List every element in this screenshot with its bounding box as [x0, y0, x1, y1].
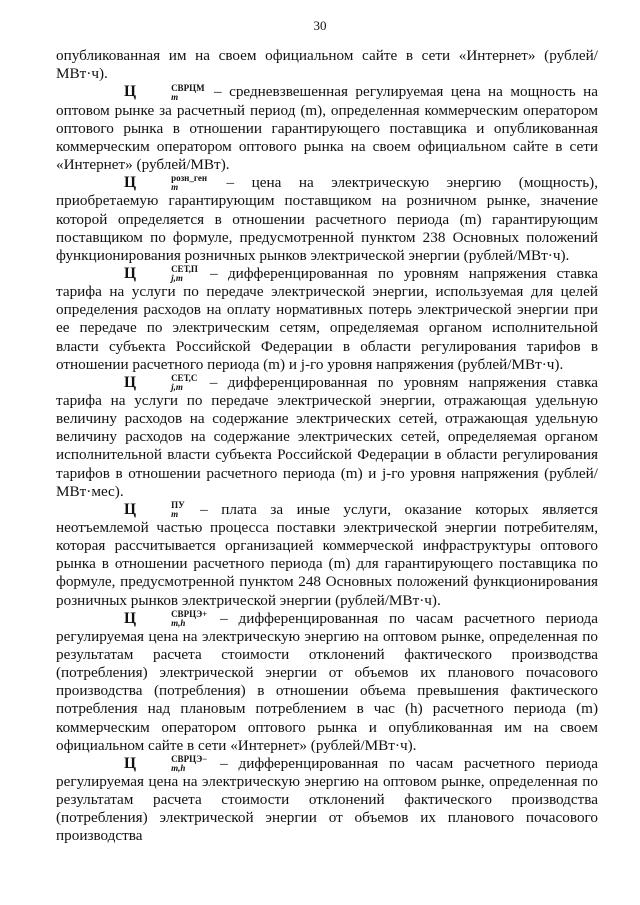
- symbol-subscript: m,h: [171, 763, 186, 774]
- symbol-superscript: розн_ген: [171, 173, 208, 184]
- paragraph-text: – цена на электрическую энергию (мощность), приобретаемую гарантирующим поставщиком на розничном рынке, значение которой определяется в отношении расчетного периода (m) гарантирующим поставщиком по формуле, предусмотренной пунктом 238 Основных положений функционирования розничных рынков электрической энергии (рублей/МВт·ч).: [56, 174, 598, 264]
- formula-symbol: Ц ПУ m: [124, 500, 185, 520]
- definition-paragraph: [56, 374, 598, 501]
- definition-paragraph: [56, 83, 598, 174]
- paragraph-text: опубликованная им на своем официальном сайте в сети «Интернет» (рублей/МВт·ч).: [56, 47, 598, 83]
- definition-paragraph: [56, 174, 598, 265]
- paragraph-text: – дифференцированная по часам расчетного периода регулируемая цена на электрическую энергию на оптовом рынке, определенная по результатам расчета стоимости отклонений фактического производства (потребления) электрической энергии от объемов их планового почасового производства: [56, 754, 598, 845]
- document-body: [56, 47, 598, 846]
- paragraph-text: – дифференцированная по часам расчетного периода регулируемая цена на электрическую энергию на оптовом рынке, определенная по результатам расчета стоимости отклонений фактического производства (потребления) электрической энергии от объемов их планового почасового производства (потребления) в отношении объема превышения фактического потребления над плановым потреблением в час (h) расчетного периода (m) коммерческим оператором оптового рынка и опубликованная им на своем официальном сайте в сети «Интернет» (рублей/МВт·ч).: [56, 609, 598, 754]
- definition-paragraph: [56, 265, 598, 374]
- symbol-superscript: ПУ: [171, 500, 185, 511]
- paragraph-text: – средневзвешенная регулируемая цена на мощность на оптовом рынке за расчетный период (m), определенная коммерческим оператором оптового рынка в отношении гарантирующего поставщика и опубликованная коммерческим оператором оптового рынка на своем официальном сайте в сети «Интернет» (рублей/МВт).: [56, 83, 598, 173]
- symbol-superscript: СВРЦЭ−: [171, 754, 208, 765]
- symbol-superscript: СЕТ,С: [171, 373, 198, 384]
- definition-paragraph: [56, 755, 598, 846]
- symbol-superscript: СВРЦМ: [171, 82, 205, 93]
- definition-paragraph: [56, 501, 598, 610]
- formula-symbol: Ц СЕТ,П j,m: [124, 264, 198, 284]
- formula-symbol: Ц СВРЦЭ+ m,h: [124, 609, 208, 629]
- paragraph-text: – дифференцированная по уровням напряжения ставка тарифа на услуги по передаче электрической энергии, отражающая удельную величину расходов на содержание электрических сетей, отражающая удельную величину расходов на содержание электрических сетей, определяемая органом исполнительной власти субъекта Российской Федерации в области регулирования тарифов в отношении расчетного периода (m) и j-го уровня напряжения (рублей/МВт·мес).: [56, 373, 598, 500]
- formula-symbol: Ц СЕТ,С j,m: [124, 373, 198, 393]
- paragraph-text: – дифференцированная по уровням напряжения ставка тарифа на услуги по передаче электрической энергии, используемая для целей определения расходов на оплату нормативных потерь электрической энергии при ее передаче по электрическим сетям, определяемая органом исполнительной власти субъекта Российской Федерации в области регулирования тарифов в отношении расчетного периода (m) и j-го уровня напряжения (рублей/МВт·ч).: [56, 264, 598, 373]
- symbol-superscript: СВРЦЭ+: [171, 609, 208, 620]
- symbol-subscript: m: [171, 182, 179, 193]
- definition-paragraph: [56, 610, 598, 755]
- page-number: 30: [313, 18, 327, 33]
- symbol-subscript: j,m: [171, 382, 183, 393]
- symbol-superscript: СЕТ,П: [171, 264, 198, 275]
- formula-symbol: Ц СВРЦЭ− m,h: [124, 754, 208, 774]
- paragraph-continuation: [56, 47, 598, 83]
- symbol-subscript: m: [171, 509, 179, 520]
- formula-symbol: Ц розн_ген m: [124, 173, 208, 193]
- symbol-subscript: m,h: [171, 618, 186, 629]
- formula-symbol: Ц СВРЦМ m: [124, 82, 205, 102]
- symbol-subscript: m: [171, 91, 179, 102]
- symbol-subscript: j,m: [171, 273, 183, 284]
- paragraph-text: – плата за иные услуги, оказание которых является неотъемлемой частью процесса поставки электрической энергии потребителям, которая рассчитывается организацией коммерческой инфраструктуры оптового рынка в отношении расчетного периода (m) для гарантирующего поставщика по формуле, предусмотренной пунктом 248 Основных положений функционирования розничных рынков электрической энергии (рублей/МВт·ч).: [56, 500, 598, 609]
